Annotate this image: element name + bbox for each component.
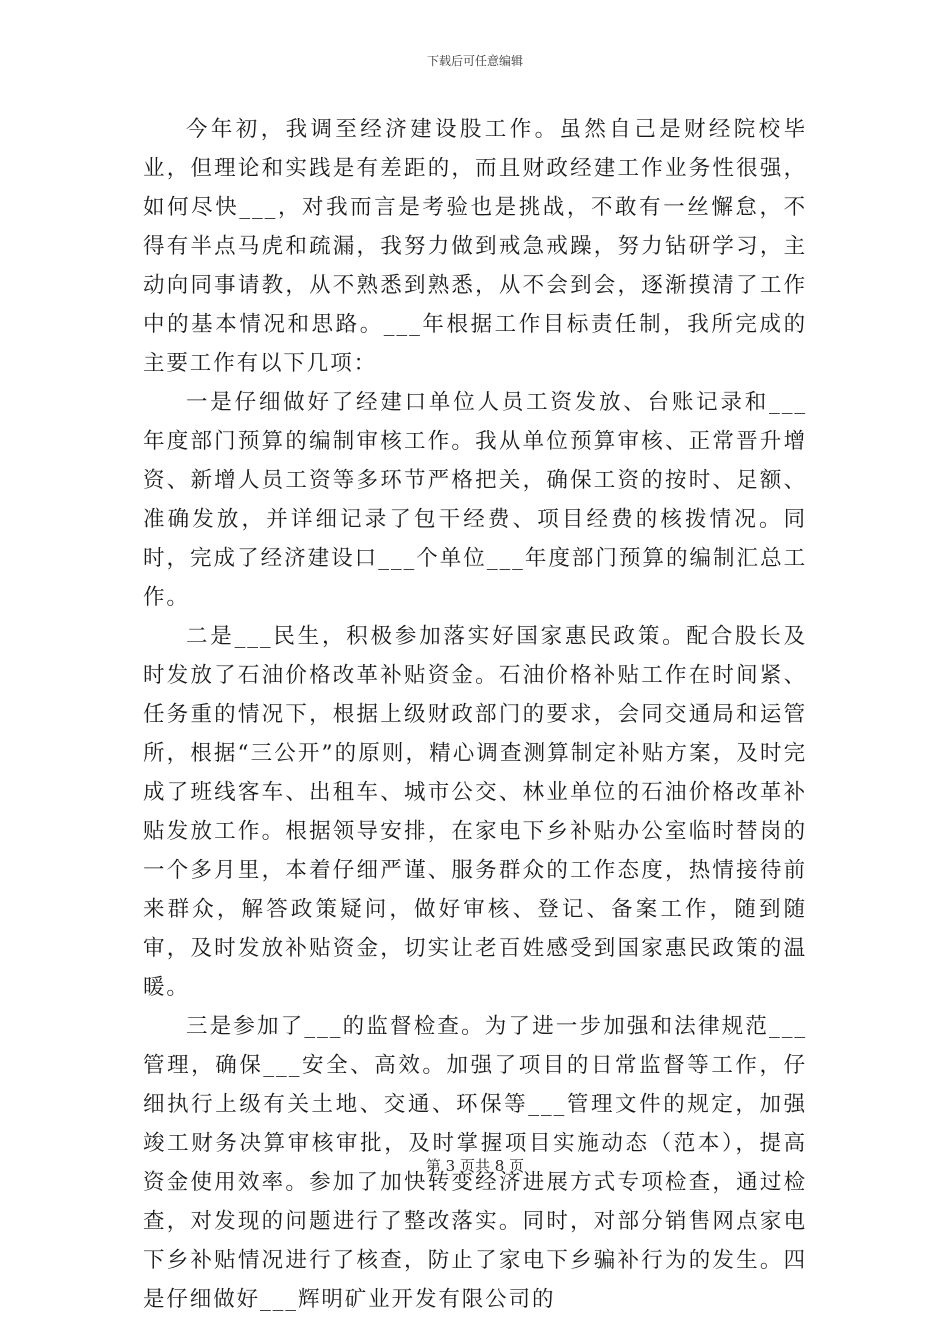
- paragraph-item-2: 二是___民生，积极参加落实好国家惠民政策。配合股长及时发放了石油价格改革补贴资金。石油价格补贴工作在时间紧、任务重的情况下，根据上级财政部门的要求，会同交通局和运管所，根据“三公开”的原则，精心调查测算制定补贴方案，及时完成了班线客车、出租车、城市公交、林业单位的石油价格改革补贴发放工作。根据领导安排，在家电下乡补贴办公室临时替岗的一个多月里，本着仔细严谨、服务群众的工作态度，热情接待前来群众，解答政策疑问，做好审核、登记、备案工作，随到随审，及时发放补贴资金，切实让老百姓感受到国家惠民政策的温暖。: [143, 624, 807, 1000]
- paragraph-item-3: 三是参加了___的监督检查。为了进一步加强和法律规范___管理，确保___安全、高效。加强了项目的日常监督等工作，仔细执行上级有关土地、交通、环保等___管理文件的规定，加强竣工财务决算审核审批，及时掌握项目实施动态（范本），提高资金使用效率。参加了加快转变经济进展方式专项检查，通过检查，对发现的问题进行了整改落实。同时，对部分销售网点家电下乡补贴情况进行了核查，防止了家电下乡骗补行为的发生。四是仔细做好___辉明矿业开发有限公司的: [143, 1014, 807, 1312]
- page-header: 下载后可任意编辑: [426, 54, 523, 68]
- page-number: 第 3 页共 8 页: [425, 1157, 525, 1175]
- document-body: [143, 110, 807, 1319]
- paragraph-item-1: 一是仔细做好了经建口单位人员工资发放、台账记录和___年度部门预算的编制审核工作。我从单位预算审核、正常晋升增资、新增人员工资等多环节严格把关，确保工资的按时、足额、准确发放，并详细记录了包干经费、项目经费的核拨情况。同时，完成了经济建设口___个单位___年度部门预算的编制汇总工作。: [143, 390, 807, 610]
- paragraph-intro: 今年初，我调至经济建设股工作。虽然自己是财经院校毕业，但理论和实践是有差距的，而且财政经建工作业务性很强，如何尽快___，对我而言是考验也是挑战，不敢有一丝懈怠，不得有半点马虎和疏漏，我努力做到戒急戒躁，努力钻研学习，主动向同事请教，从不熟悉到熟悉，从不会到会，逐渐摸清了工作中的基本情况和思路。___年根据工作目标责任制，我所完成的主要工作有以下几项：: [143, 117, 807, 376]
